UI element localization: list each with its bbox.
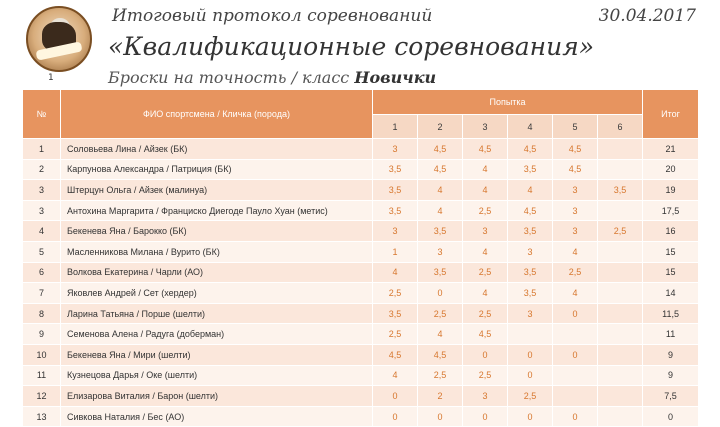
attempt-score-cell: 2,5 xyxy=(418,303,463,324)
total-score-cell: 11 xyxy=(643,324,699,345)
attempt-score-cell: 0 xyxy=(508,344,553,365)
table-row xyxy=(23,386,699,407)
attempt-score-cell: 3 xyxy=(418,241,463,262)
attempt-score-cell: 3 xyxy=(553,200,598,221)
attempt-score-cell: 4,5 xyxy=(418,159,463,180)
attempt-score-cell xyxy=(598,283,643,304)
attempt-score-cell xyxy=(598,139,643,160)
attempt-score-cell xyxy=(553,386,598,407)
attempt-score-cell: 2,5 xyxy=(598,221,643,242)
attempt-score-cell: 4 xyxy=(418,180,463,201)
attempt-score-cell: 0 xyxy=(418,283,463,304)
results-table xyxy=(22,89,699,427)
competition-title: «Квалификационные соревнования» xyxy=(108,32,595,61)
attempt-score-cell: 0 xyxy=(373,386,418,407)
attempt-score-cell: 2,5 xyxy=(508,386,553,407)
athlete-name-cell: Антохина Маргарита / Франциско Диегоде Пауло Хуан (метис) xyxy=(61,200,373,221)
attempt-score-cell: 2 xyxy=(418,386,463,407)
attempt-score-cell: 3 xyxy=(373,221,418,242)
table-row xyxy=(23,221,699,242)
place-cell: 13 xyxy=(23,406,61,427)
attempt-score-cell: 3 xyxy=(463,221,508,242)
total-score-cell: 16 xyxy=(643,221,699,242)
attempt-score-cell: 3,5 xyxy=(508,283,553,304)
athlete-name-cell: Волкова Екатерина / Чарли (АО) xyxy=(61,262,373,283)
attempt-score-cell xyxy=(598,159,643,180)
attempt-score-cell: 3,5 xyxy=(418,221,463,242)
attempt-score-cell xyxy=(508,324,553,345)
place-cell: 2 xyxy=(23,159,61,180)
attempt-score-cell: 3,5 xyxy=(418,262,463,283)
attempt-score-cell: 4,5 xyxy=(508,200,553,221)
athlete-name-cell: Соловьева Лина / Айзек (БК) xyxy=(61,139,373,160)
attempt-score-cell xyxy=(598,262,643,283)
attempt-score-cell: 0 xyxy=(418,406,463,427)
attempt-score-cell xyxy=(598,386,643,407)
attempt-score-cell: 3,5 xyxy=(508,159,553,180)
attempt-score-cell: 4,5 xyxy=(418,139,463,160)
place-cell: 7 xyxy=(23,283,61,304)
attempt-score-cell: 0 xyxy=(463,406,508,427)
place-cell: 4 xyxy=(23,221,61,242)
attempt-score-cell: 4,5 xyxy=(463,139,508,160)
attempt-score-cell xyxy=(598,303,643,324)
table-row xyxy=(23,283,699,304)
attempt-score-cell: 4 xyxy=(553,241,598,262)
attempt-score-cell: 0 xyxy=(508,406,553,427)
attempt-score-cell: 4,5 xyxy=(418,344,463,365)
slide-number: 1 xyxy=(48,73,54,83)
attempt-score-cell: 3,5 xyxy=(508,262,553,283)
competition-date: 30.04.2017 xyxy=(598,6,696,26)
attempt-score-cell: 4,5 xyxy=(463,324,508,345)
discipline-label: Броски на точность / класс xyxy=(108,68,355,87)
total-score-cell: 0 xyxy=(643,406,699,427)
header-number: № xyxy=(23,90,61,139)
athlete-name-cell: Кузнецова Дарья / Оке (шелти) xyxy=(61,365,373,386)
attempt-score-cell: 4 xyxy=(418,200,463,221)
header-attempt-3: 3 xyxy=(463,115,508,139)
attempt-score-cell: 2,5 xyxy=(463,200,508,221)
discipline-subtitle xyxy=(108,68,436,87)
attempt-score-cell: 4 xyxy=(418,324,463,345)
protocol-heading: Итоговый протокол соревнований xyxy=(112,6,433,26)
attempt-score-cell: 3 xyxy=(553,180,598,201)
attempt-score-cell: 3,5 xyxy=(598,180,643,201)
attempt-score-cell: 0 xyxy=(553,303,598,324)
place-cell: 9 xyxy=(23,324,61,345)
place-cell: 3 xyxy=(23,200,61,221)
attempt-score-cell: 0 xyxy=(553,344,598,365)
header-attempt-2: 2 xyxy=(418,115,463,139)
total-score-cell: 21 xyxy=(643,139,699,160)
athlete-name-cell: Карпунова Александра / Патриция (БК) xyxy=(61,159,373,180)
place-cell: 1 xyxy=(23,139,61,160)
athlete-name-cell: Масленникова Милана / Вурито (БК) xyxy=(61,241,373,262)
attempt-score-cell: 3,5 xyxy=(373,180,418,201)
attempt-score-cell: 0 xyxy=(463,344,508,365)
attempt-score-cell xyxy=(598,200,643,221)
attempt-score-cell: 3,5 xyxy=(373,200,418,221)
athlete-name-cell: Яковлев Андрей / Сет (хердер) xyxy=(61,283,373,304)
club-logo xyxy=(26,6,92,72)
athlete-name-cell: Бекенева Яна / Барокко (БК) xyxy=(61,221,373,242)
table-row xyxy=(23,139,699,160)
total-score-cell: 11,5 xyxy=(643,303,699,324)
attempt-score-cell xyxy=(598,406,643,427)
attempt-score-cell: 2,5 xyxy=(463,365,508,386)
attempt-score-cell: 3 xyxy=(463,386,508,407)
place-cell: 5 xyxy=(23,241,61,262)
attempt-score-cell: 3,5 xyxy=(373,303,418,324)
attempt-score-cell: 0 xyxy=(373,406,418,427)
attempt-score-cell xyxy=(598,344,643,365)
total-score-cell: 19 xyxy=(643,180,699,201)
attempt-score-cell: 2,5 xyxy=(553,262,598,283)
attempt-score-cell: 4 xyxy=(463,241,508,262)
attempt-score-cell: 4 xyxy=(508,180,553,201)
attempt-score-cell: 4,5 xyxy=(508,139,553,160)
place-cell: 3 xyxy=(23,180,61,201)
attempt-score-cell: 2,5 xyxy=(418,365,463,386)
attempt-score-cell: 4,5 xyxy=(553,159,598,180)
athlete-name-cell: Сивкова Наталия / Бес (АО) xyxy=(61,406,373,427)
header-attempt-5: 5 xyxy=(553,115,598,139)
place-cell: 6 xyxy=(23,262,61,283)
header-attempt-6: 6 xyxy=(598,115,643,139)
total-score-cell: 17,5 xyxy=(643,200,699,221)
attempt-score-cell: 1 xyxy=(373,241,418,262)
table-row xyxy=(23,241,699,262)
total-score-cell: 15 xyxy=(643,262,699,283)
table-row xyxy=(23,303,699,324)
attempt-score-cell: 3,5 xyxy=(373,159,418,180)
table-row xyxy=(23,262,699,283)
attempt-score-cell: 2,5 xyxy=(463,303,508,324)
header-total: Итог xyxy=(643,90,699,139)
header-attempt-4: 4 xyxy=(508,115,553,139)
attempt-score-cell xyxy=(553,324,598,345)
attempt-score-cell xyxy=(598,365,643,386)
athlete-name-cell: Елизарова Виталия / Барон (шелти) xyxy=(61,386,373,407)
attempt-score-cell: 3 xyxy=(508,303,553,324)
table-row xyxy=(23,200,699,221)
athlete-name-cell: Штерцун Ольга / Айзек (малинуа) xyxy=(61,180,373,201)
place-cell: 10 xyxy=(23,344,61,365)
attempt-score-cell: 4 xyxy=(463,159,508,180)
attempt-score-cell: 4,5 xyxy=(373,344,418,365)
athlete-name-cell: Семенова Алена / Радуга (доберман) xyxy=(61,324,373,345)
attempt-score-cell: 0 xyxy=(508,365,553,386)
table-row xyxy=(23,365,699,386)
total-score-cell: 14 xyxy=(643,283,699,304)
attempt-score-cell: 3 xyxy=(373,139,418,160)
table-row xyxy=(23,159,699,180)
athlete-name-cell: Ларина Татьяна / Порше (шелти) xyxy=(61,303,373,324)
place-cell: 12 xyxy=(23,386,61,407)
attempt-score-cell: 2,5 xyxy=(463,262,508,283)
table-row xyxy=(23,180,699,201)
header-athlete-name: ФИО спортсмена / Кличка (порода) xyxy=(61,90,373,139)
attempt-score-cell xyxy=(553,365,598,386)
attempt-score-cell: 4 xyxy=(463,283,508,304)
attempt-score-cell: 3 xyxy=(508,241,553,262)
attempt-score-cell: 3,5 xyxy=(508,221,553,242)
attempt-score-cell: 4 xyxy=(373,365,418,386)
header-attempt-1: 1 xyxy=(373,115,418,139)
attempt-score-cell: 4 xyxy=(463,180,508,201)
total-score-cell: 9 xyxy=(643,344,699,365)
attempt-score-cell xyxy=(598,324,643,345)
total-score-cell: 9 xyxy=(643,365,699,386)
attempt-score-cell: 4,5 xyxy=(553,139,598,160)
attempt-score-cell: 4 xyxy=(553,283,598,304)
total-score-cell: 15 xyxy=(643,241,699,262)
header-attempts: Попытка xyxy=(373,90,643,115)
attempt-score-cell: 3 xyxy=(553,221,598,242)
table-row xyxy=(23,344,699,365)
attempt-score-cell: 4 xyxy=(373,262,418,283)
athlete-name-cell: Бекенева Яна / Мири (шелти) xyxy=(61,344,373,365)
place-cell: 8 xyxy=(23,303,61,324)
table-row xyxy=(23,324,699,345)
attempt-score-cell: 2,5 xyxy=(373,283,418,304)
total-score-cell: 7,5 xyxy=(643,386,699,407)
attempt-score-cell: 0 xyxy=(553,406,598,427)
total-score-cell: 20 xyxy=(643,159,699,180)
attempt-score-cell: 2,5 xyxy=(373,324,418,345)
table-row xyxy=(23,406,699,427)
place-cell: 11 xyxy=(23,365,61,386)
attempt-score-cell xyxy=(598,241,643,262)
class-label: Новички xyxy=(354,68,437,87)
